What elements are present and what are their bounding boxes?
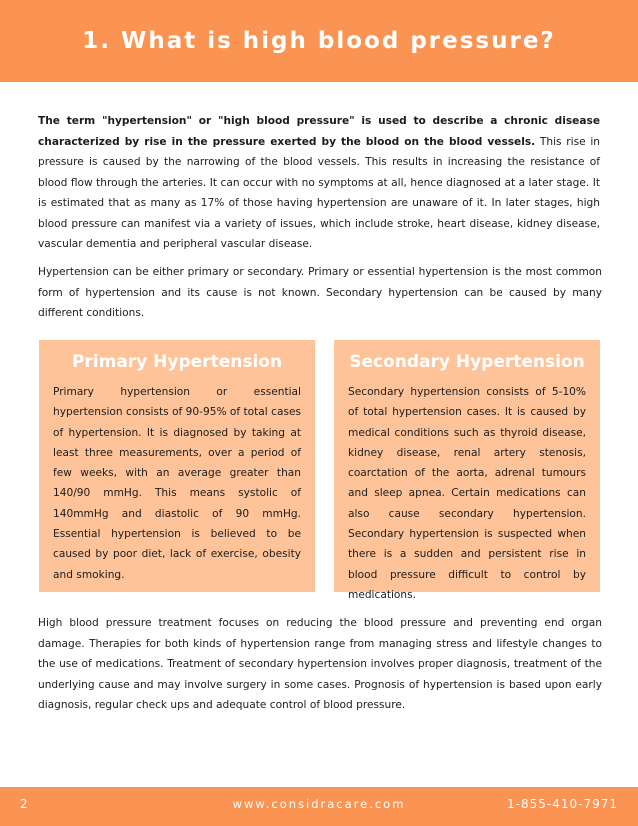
page-header (0, 0, 638, 82)
intro-paragraph (38, 111, 600, 255)
secondary-hypertension-text: Secondary hypertension consists of 5-10% of total hypertension cases. It is caused by medical conditions such as thyroid disease, kidney disease, renal artery stenosis, coarctation of the aorta, adrenal tumours and sleep apnea. Certain medications can also cause secondary hypertension. Secondary hypertension is suspected when there is a sudden and persistent rise in blood pressure difficult to control by medications. (348, 386, 586, 601)
secondary-hypertension-box (334, 340, 600, 601)
types-paragraph: Hypertension can be either primary or secondary. Primary or essential hypertension is the most common form of hypertension and its cause is not known. Secondary hypertension can be caused by many different conditions. (38, 266, 602, 319)
website-link[interactable]: www.considracare.com (232, 797, 406, 811)
primary-hypertension-box (39, 340, 315, 592)
secondary-hypertension-title: Secondary Hypertension (349, 352, 585, 372)
primary-hypertension-text: Primary hypertension or essential hypertension consists of 90-95% of total cases of hypertension. It is diagnosed by taking at least three measurements, over a period of few weeks, with an average greater than 140/90 mmHg. This means systolic of 140mmHg and diastolic of 90 mmHg. Essential hypertension is believed to be caused by poor diet, lack of exercise, obesity and smoking. (53, 386, 301, 581)
page-number: 2 (20, 797, 28, 811)
treatment-paragraph: High blood pressure treatment focuses on reducing the blood pressure and preventing end organ damage. Therapies for both kinds of hypertension range from managing stress and lifestyle changes to the use of medications. Treatment of secondary hypertension involves proper diagnosis, treatment of the underlying cause and may involve surgery in some cases. Prognosis of hypertension is based upon early diagnosis, regular check ups and adequate control of blood pressure. (38, 617, 602, 711)
intro-bold-text: The term "hypertension" or "high blood pressure" is used to describe a chronic disease characterized by rise in the pressure exerted by the blood on the blood vessels. (38, 115, 600, 148)
page-title: 1. What is high blood pressure? (82, 28, 556, 54)
primary-hypertension-title: Primary Hypertension (71, 352, 283, 372)
phone-number[interactable]: 1-855-410-7971 (507, 797, 618, 811)
page-footer (0, 787, 638, 826)
intro-text: This rise in pressure is caused by the narrowing of the blood vessels. This results in increasing the resistance of blood flow through the arteries. It can occur with no symptoms at all, hence diagnosed at a later stage. It is estimated that as many as 17% of those having hypertension are unaware of it. In later stages, high blood pressure can manifest via a variety of issues, which include stroke, heart disease, kidney disease, vascular dementia and peripheral vascular disease. (38, 135, 600, 250)
